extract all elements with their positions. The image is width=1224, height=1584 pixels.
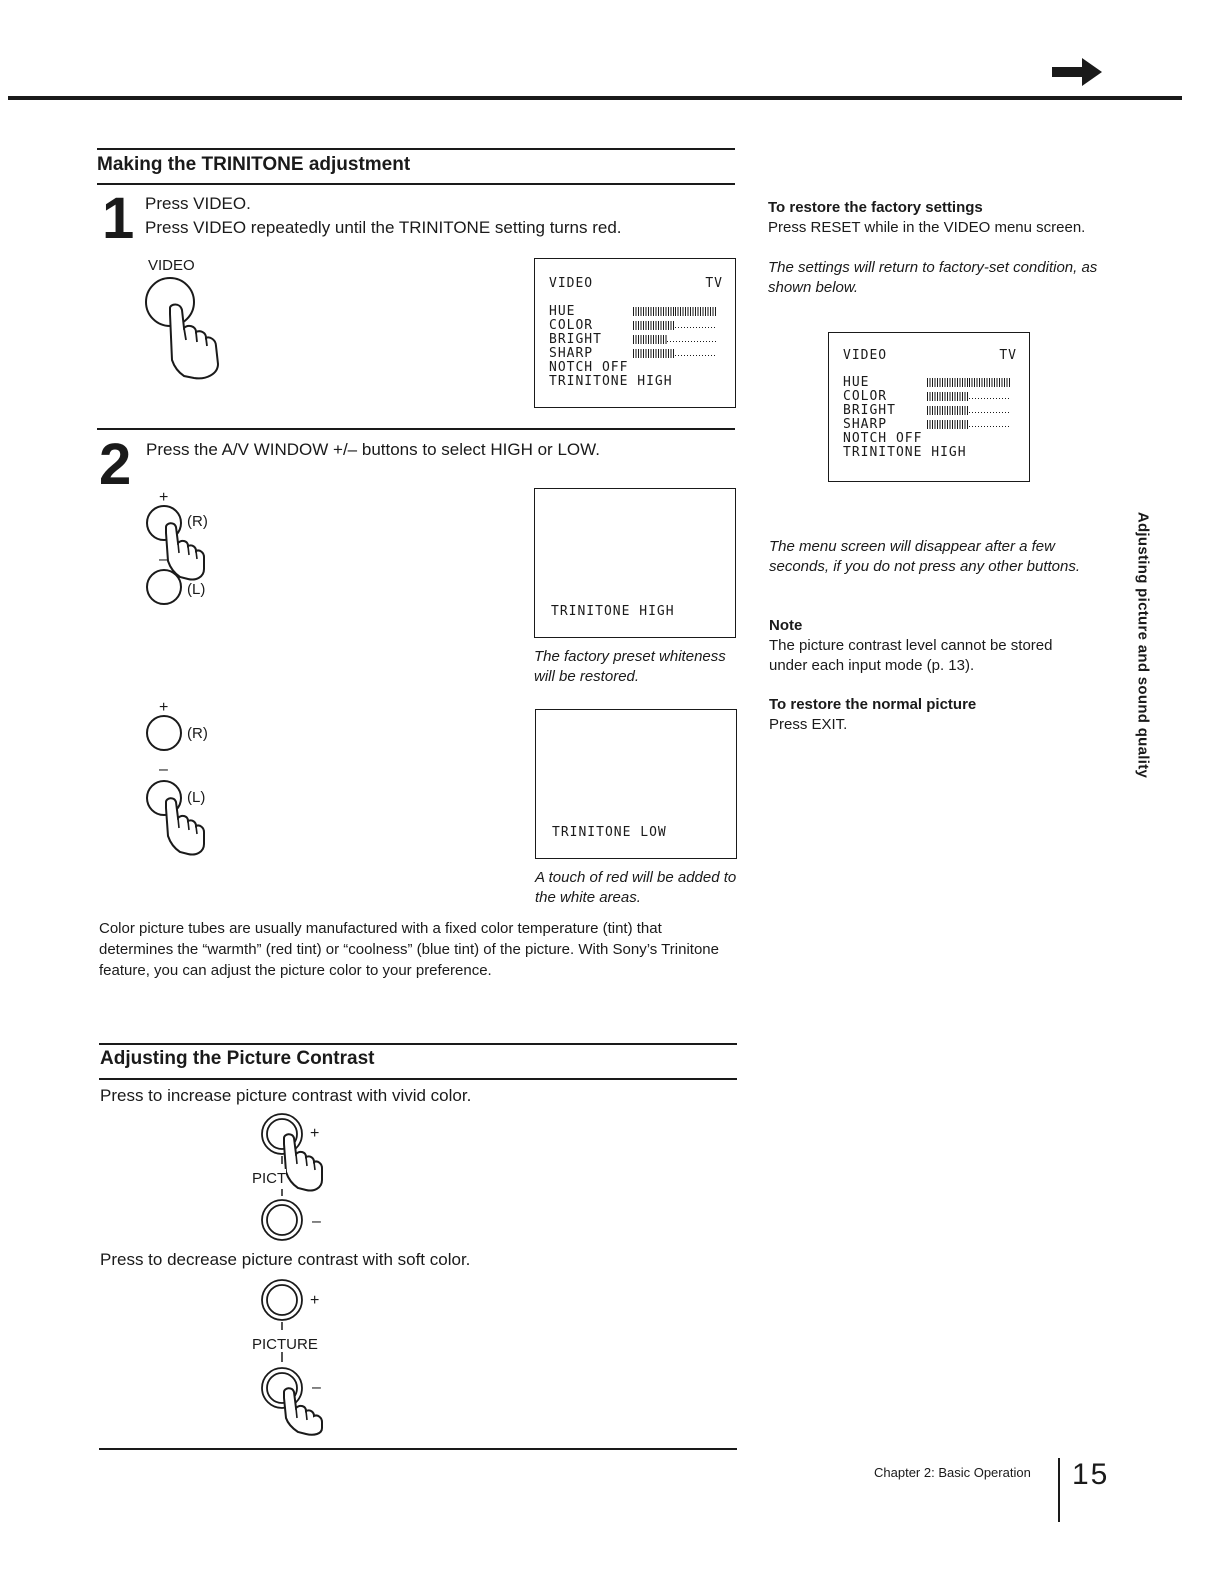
minus-label: – bbox=[159, 761, 168, 778]
note-heading: Note bbox=[769, 617, 803, 634]
menu-bar bbox=[927, 406, 1011, 415]
screen-high-text: TRINITONE HIGH bbox=[551, 604, 675, 619]
menu-bar bbox=[927, 378, 1011, 387]
video-button-label: VIDEO bbox=[148, 257, 195, 274]
caption-high: The factory preset whiteness will be restored. bbox=[534, 648, 726, 685]
section2-title-rule bbox=[99, 1078, 737, 1080]
decrease-contrast-text: Press to decrease picture contrast with soft color. bbox=[100, 1250, 471, 1269]
picture-label-full: PICTURE bbox=[252, 1336, 318, 1353]
plus-label: + bbox=[159, 489, 169, 506]
plus-label: + bbox=[310, 1292, 320, 1309]
l-label: (L) bbox=[187, 789, 206, 806]
step-divider-rule bbox=[97, 428, 735, 430]
minus-label: – bbox=[312, 1213, 321, 1230]
footer-chapter: Chapter 2: Basic Operation bbox=[874, 1465, 1031, 1480]
top-rule bbox=[8, 96, 1182, 100]
factory-menu-screen: VIDEO TV HUE COLOR BRIGHT SHARP NOTCH OFF TRINITONE HIGH bbox=[828, 332, 1030, 482]
r-label: (R) bbox=[187, 725, 208, 742]
arrow-right-icon bbox=[1052, 58, 1102, 86]
screen-low-text: TRINITONE LOW bbox=[552, 825, 667, 840]
menu-notch: NOTCH OFF bbox=[843, 431, 923, 446]
picture-label-partial: PICT bbox=[252, 1170, 287, 1187]
section2-top-rule bbox=[99, 1043, 737, 1045]
menu-bar bbox=[927, 420, 1011, 429]
restore-normal-heading: To restore the normal picture bbox=[769, 696, 977, 713]
menu-trinitone: TRINITONE HIGH bbox=[549, 374, 673, 389]
menu-trinitone: TRINITONE HIGH bbox=[843, 445, 967, 460]
menu-bar bbox=[927, 392, 1011, 401]
trinitone-low-screen bbox=[535, 709, 737, 859]
menu-bar bbox=[633, 307, 717, 316]
step2-number: 2 bbox=[99, 432, 132, 497]
plus-label: + bbox=[310, 1125, 320, 1142]
step2-text: Press the A/V WINDOW +/– buttons to select HIGH or LOW. bbox=[146, 440, 600, 459]
restore-factory-italic: The settings will return to factory-set condition, as shown below. bbox=[768, 259, 1098, 296]
restore-factory-heading: To restore the factory settings bbox=[768, 199, 983, 216]
section2-bottom-rule bbox=[99, 1448, 737, 1450]
increase-contrast-text: Press to increase picture contrast with vivid color. bbox=[100, 1086, 472, 1105]
section2-title: Adjusting the Picture Contrast bbox=[100, 1048, 375, 1069]
l-label: (L) bbox=[187, 581, 206, 598]
minus-label: – bbox=[312, 1379, 321, 1396]
plus-label: + bbox=[159, 699, 169, 716]
trinitone-body-text: Color picture tubes are usually manufactured with a fixed color temperature (tint) that determines the “warmth” (red tint) or “coolness” (blue tint) of the picture. With Sony’s Trinitone feature, you can adjust the picture color to your preference. bbox=[99, 920, 719, 979]
trinitone-menu-screen: VIDEO TV HUE COLOR BRIGHT SHARP NOTCH OFF TRINITONE HIGH bbox=[534, 258, 736, 408]
step1-line1: Press VIDEO. bbox=[145, 194, 251, 213]
window-minus-button-pressed-icon bbox=[146, 778, 226, 858]
side-tab bbox=[1128, 511, 1158, 779]
section1-top-rule bbox=[97, 148, 735, 150]
menu-bar bbox=[633, 335, 717, 344]
step1-line2: Press VIDEO repeatedly until the TRINITONE setting turns red. bbox=[145, 218, 622, 237]
menu-title: VIDEO bbox=[549, 276, 594, 291]
minus-label: – bbox=[159, 551, 168, 568]
restore-factory-text: Press RESET while in the VIDEO menu screen. bbox=[768, 219, 1086, 236]
video-button-hand-icon bbox=[144, 274, 234, 384]
r-label: (R) bbox=[187, 513, 208, 530]
section1-title-rule bbox=[97, 183, 735, 185]
trinitone-high-screen bbox=[534, 488, 736, 638]
menu-disappear-note: The menu screen will disappear after a few seconds, if you do not press any other buttons. bbox=[769, 538, 1081, 575]
picture-minus-button-pressed-icon bbox=[256, 1278, 336, 1438]
footer-divider bbox=[1058, 1458, 1060, 1522]
restore-normal-text: Press EXIT. bbox=[769, 716, 848, 733]
menu-source: TV bbox=[705, 276, 723, 291]
menu-bar bbox=[633, 349, 717, 358]
menu-notch: NOTCH OFF bbox=[549, 360, 629, 375]
note-text: The picture contrast level cannot be stored under each input mode (p. 13). bbox=[769, 637, 1053, 674]
caption-low: A touch of red will be added to the white areas. bbox=[535, 869, 737, 906]
menu-title: VIDEO bbox=[843, 348, 888, 363]
window-plus-button-icon bbox=[146, 714, 186, 754]
section1-title: Making the TRINITONE adjustment bbox=[97, 154, 411, 175]
side-tab-text: Adjusting picture and sound quality bbox=[1134, 511, 1152, 779]
step1-number: 1 bbox=[102, 186, 135, 251]
page-number: 15 bbox=[1072, 1458, 1110, 1491]
menu-bar bbox=[633, 321, 717, 330]
menu-source: TV bbox=[999, 348, 1017, 363]
window-minus-button-icon bbox=[146, 568, 186, 608]
